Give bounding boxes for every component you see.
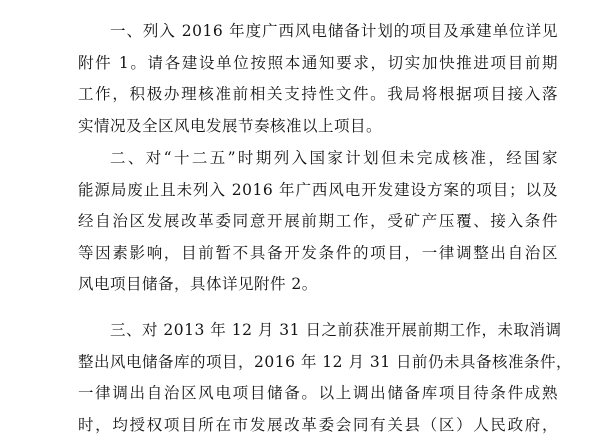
text-line: 一、列入 2016 年度广西风电储备计划的项目及承建单位详见 bbox=[110, 22, 558, 40]
paragraph-2 bbox=[78, 143, 558, 301]
text-line: 时，均授权项目所在市发展改革委会同有关县（区）人民政府， bbox=[78, 415, 558, 434]
text-line: 风电项目储备，具体详见附件 2。 bbox=[78, 275, 318, 293]
text-line: 经自治区发展改革委同意开展前期工作，受矿产压覆、接入条件 bbox=[78, 212, 558, 230]
text-line: 实情况及全区风电发展节奏核准以上项目。 bbox=[78, 116, 383, 135]
text-line: 一律调出自治区风电项目储备。以上调出储备库项目待条件成熟 bbox=[78, 384, 558, 402]
paragraph-1 bbox=[78, 16, 558, 142]
paragraph-3 bbox=[78, 315, 573, 441]
text-line: 三、对 2013 年 12 月 31 日之前获准开展前期工作，未取消调 bbox=[110, 321, 562, 339]
text-line: 工作，积极办理核准前相关支持性文件。我局将根据项目接入落 bbox=[78, 85, 558, 103]
text-line: 附件 1。请各建设单位按照本通知要求，切实加快推进项目前期 bbox=[78, 53, 558, 72]
text-line: 整出风电储备库的项目，2016 年 12 月 31 日前仍未具备核准条件， bbox=[78, 352, 573, 371]
text-line: 等因素影响，目前暂不具备开发条件的项目，一律调整出自治区 bbox=[78, 243, 558, 262]
text-line: 二、对“十二五”时期列入国家计划但未完成核准，经国家 bbox=[110, 149, 558, 167]
text-line: 能源局废止且未列入 2016 年广西风电开发建设方案的项目；以及 bbox=[78, 180, 558, 199]
